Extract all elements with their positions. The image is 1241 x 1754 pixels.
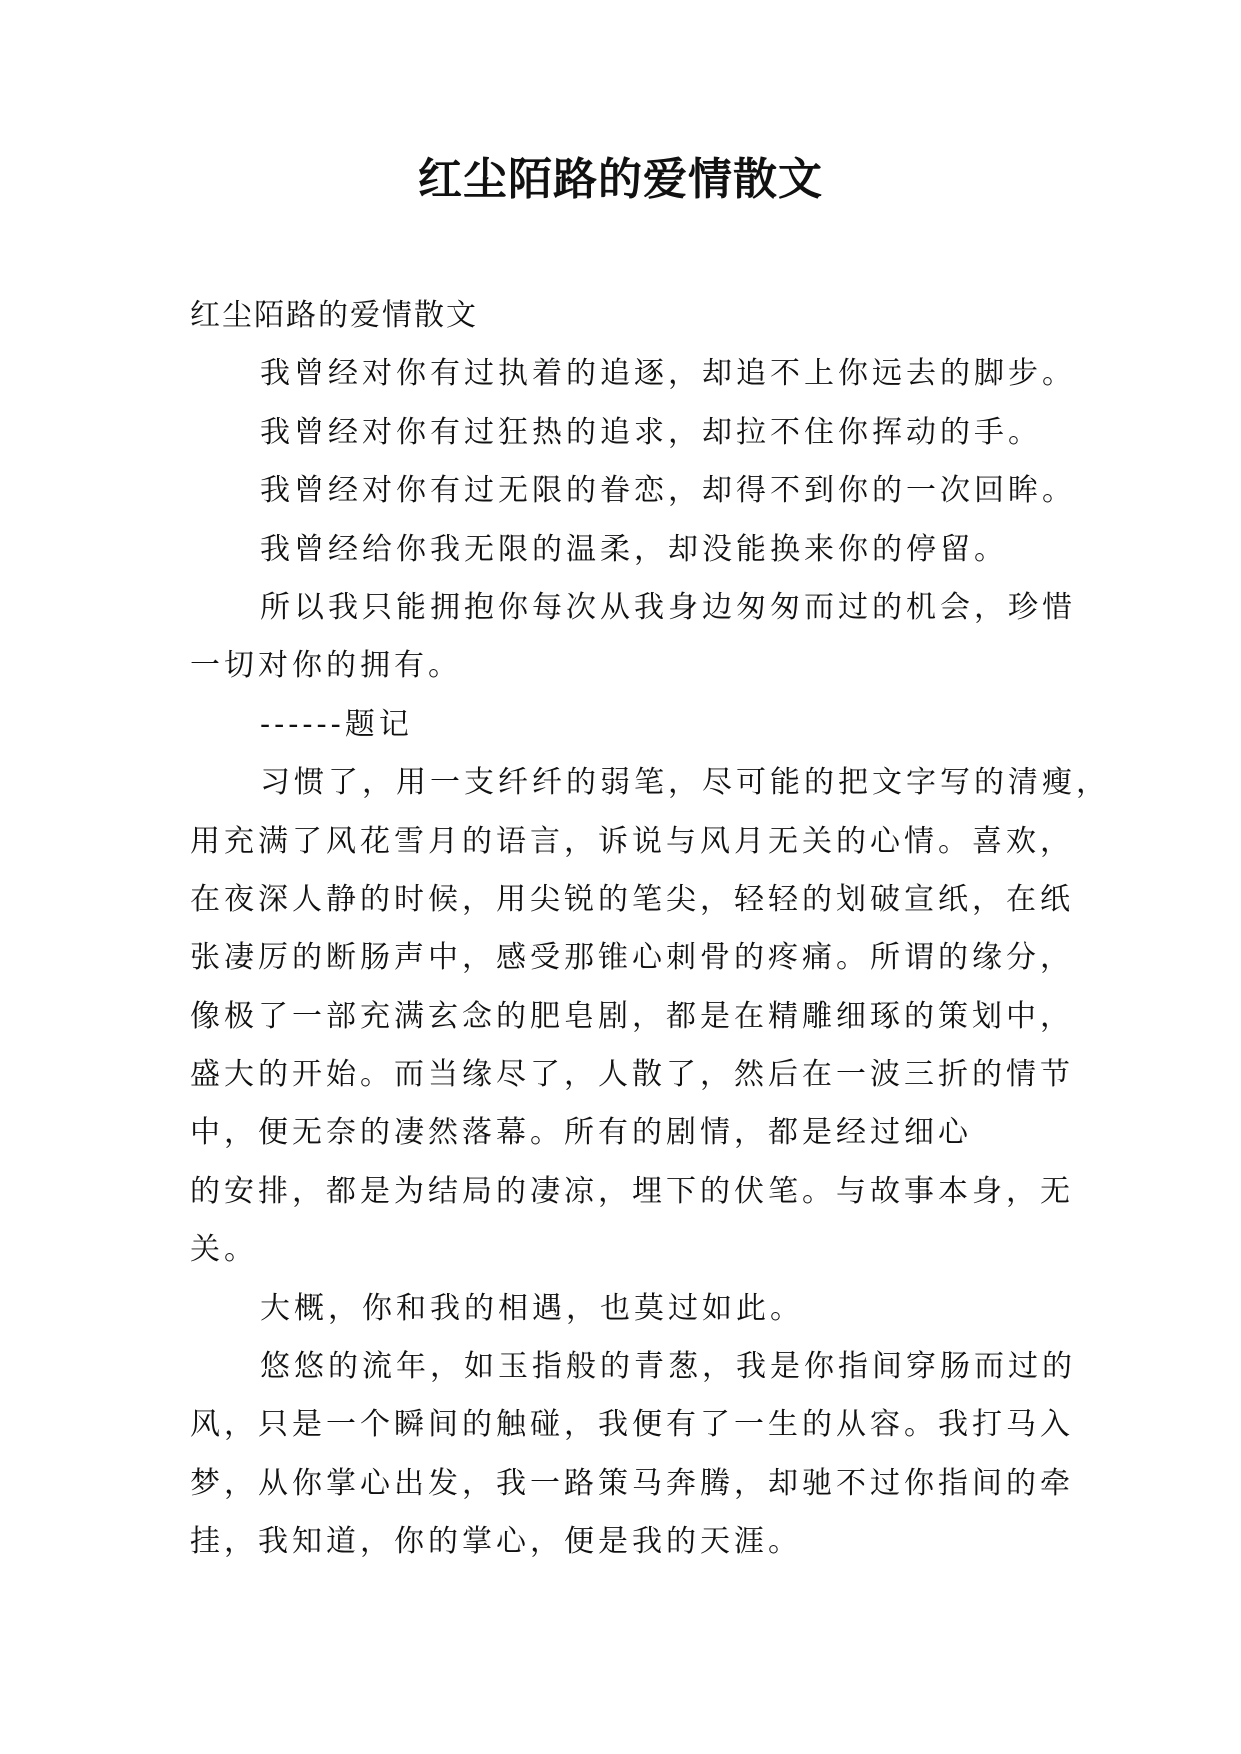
- text-line: 我曾经对你有过狂热的追求，却拉不住你挥动的手。: [260, 414, 1042, 450]
- text-line: 张凄厉的断肠声中，感受那锥心刺骨的疼痛。所谓的缘分，: [190, 940, 1074, 976]
- text-line: 的安排，都是为结局的凄凉，埋下的伏笔。与故事本身，无: [190, 1173, 1074, 1209]
- text-line: 我曾经给你我无限的温柔，却没能换来你的停留。: [260, 531, 1008, 567]
- text-line: 像极了一部充满玄念的肥皂剧，都是在精雕细琢的策划中，: [190, 998, 1074, 1034]
- document-title: 红尘陌路的爱情散文: [418, 154, 823, 205]
- text-line: 挂，我知道，你的掌心，便是我的天涯。: [190, 1524, 802, 1560]
- document-subtitle: 红尘陌路的爱情散文: [190, 298, 478, 333]
- text-line: 我曾经对你有过无限的眷恋，却得不到你的一次回眸。: [260, 473, 1076, 509]
- text-line: 在夜深人静的时候，用尖锐的笔尖，轻轻的划破宣纸，在纸: [190, 881, 1074, 917]
- text-line: 中，便无奈的凄然落幕。所有的剧情，都是经过细心: [190, 1115, 972, 1151]
- document-body: [190, 287, 1110, 1572]
- text-line: 习惯了，用一支纤纤的弱笔，尽可能的把文字写的清瘦，: [260, 765, 1110, 801]
- text-line: 我曾经对你有过执着的追逐，却追不上你远去的脚步。: [260, 356, 1076, 392]
- text-line: 关。: [190, 1232, 258, 1268]
- text-line: 所以我只能拥抱你每次从我身边匆匆而过的机会，珍惜: [260, 589, 1076, 625]
- text-line: 悠悠的流年，如玉指般的青葱，我是你指间穿肠而过的: [260, 1349, 1076, 1385]
- text-line: 梦，从你掌心出发，我一路策马奔腾，却驰不过你指间的牵: [190, 1465, 1074, 1501]
- text-line: 风，只是一个瞬间的触碰，我便有了一生的从容。我打马入: [190, 1407, 1074, 1443]
- text-line: ------题记: [260, 706, 413, 742]
- text-line: 大概，你和我的相遇，也莫过如此。: [260, 1290, 804, 1326]
- text-line: 一切对你的拥有。: [190, 648, 462, 684]
- text-line: 盛大的开始。而当缘尽了，人散了，然后在一波三折的情节: [190, 1057, 1074, 1093]
- text-line: 用充满了风花雪月的语言，诉说与风月无关的心情。喜欢，: [190, 823, 1074, 859]
